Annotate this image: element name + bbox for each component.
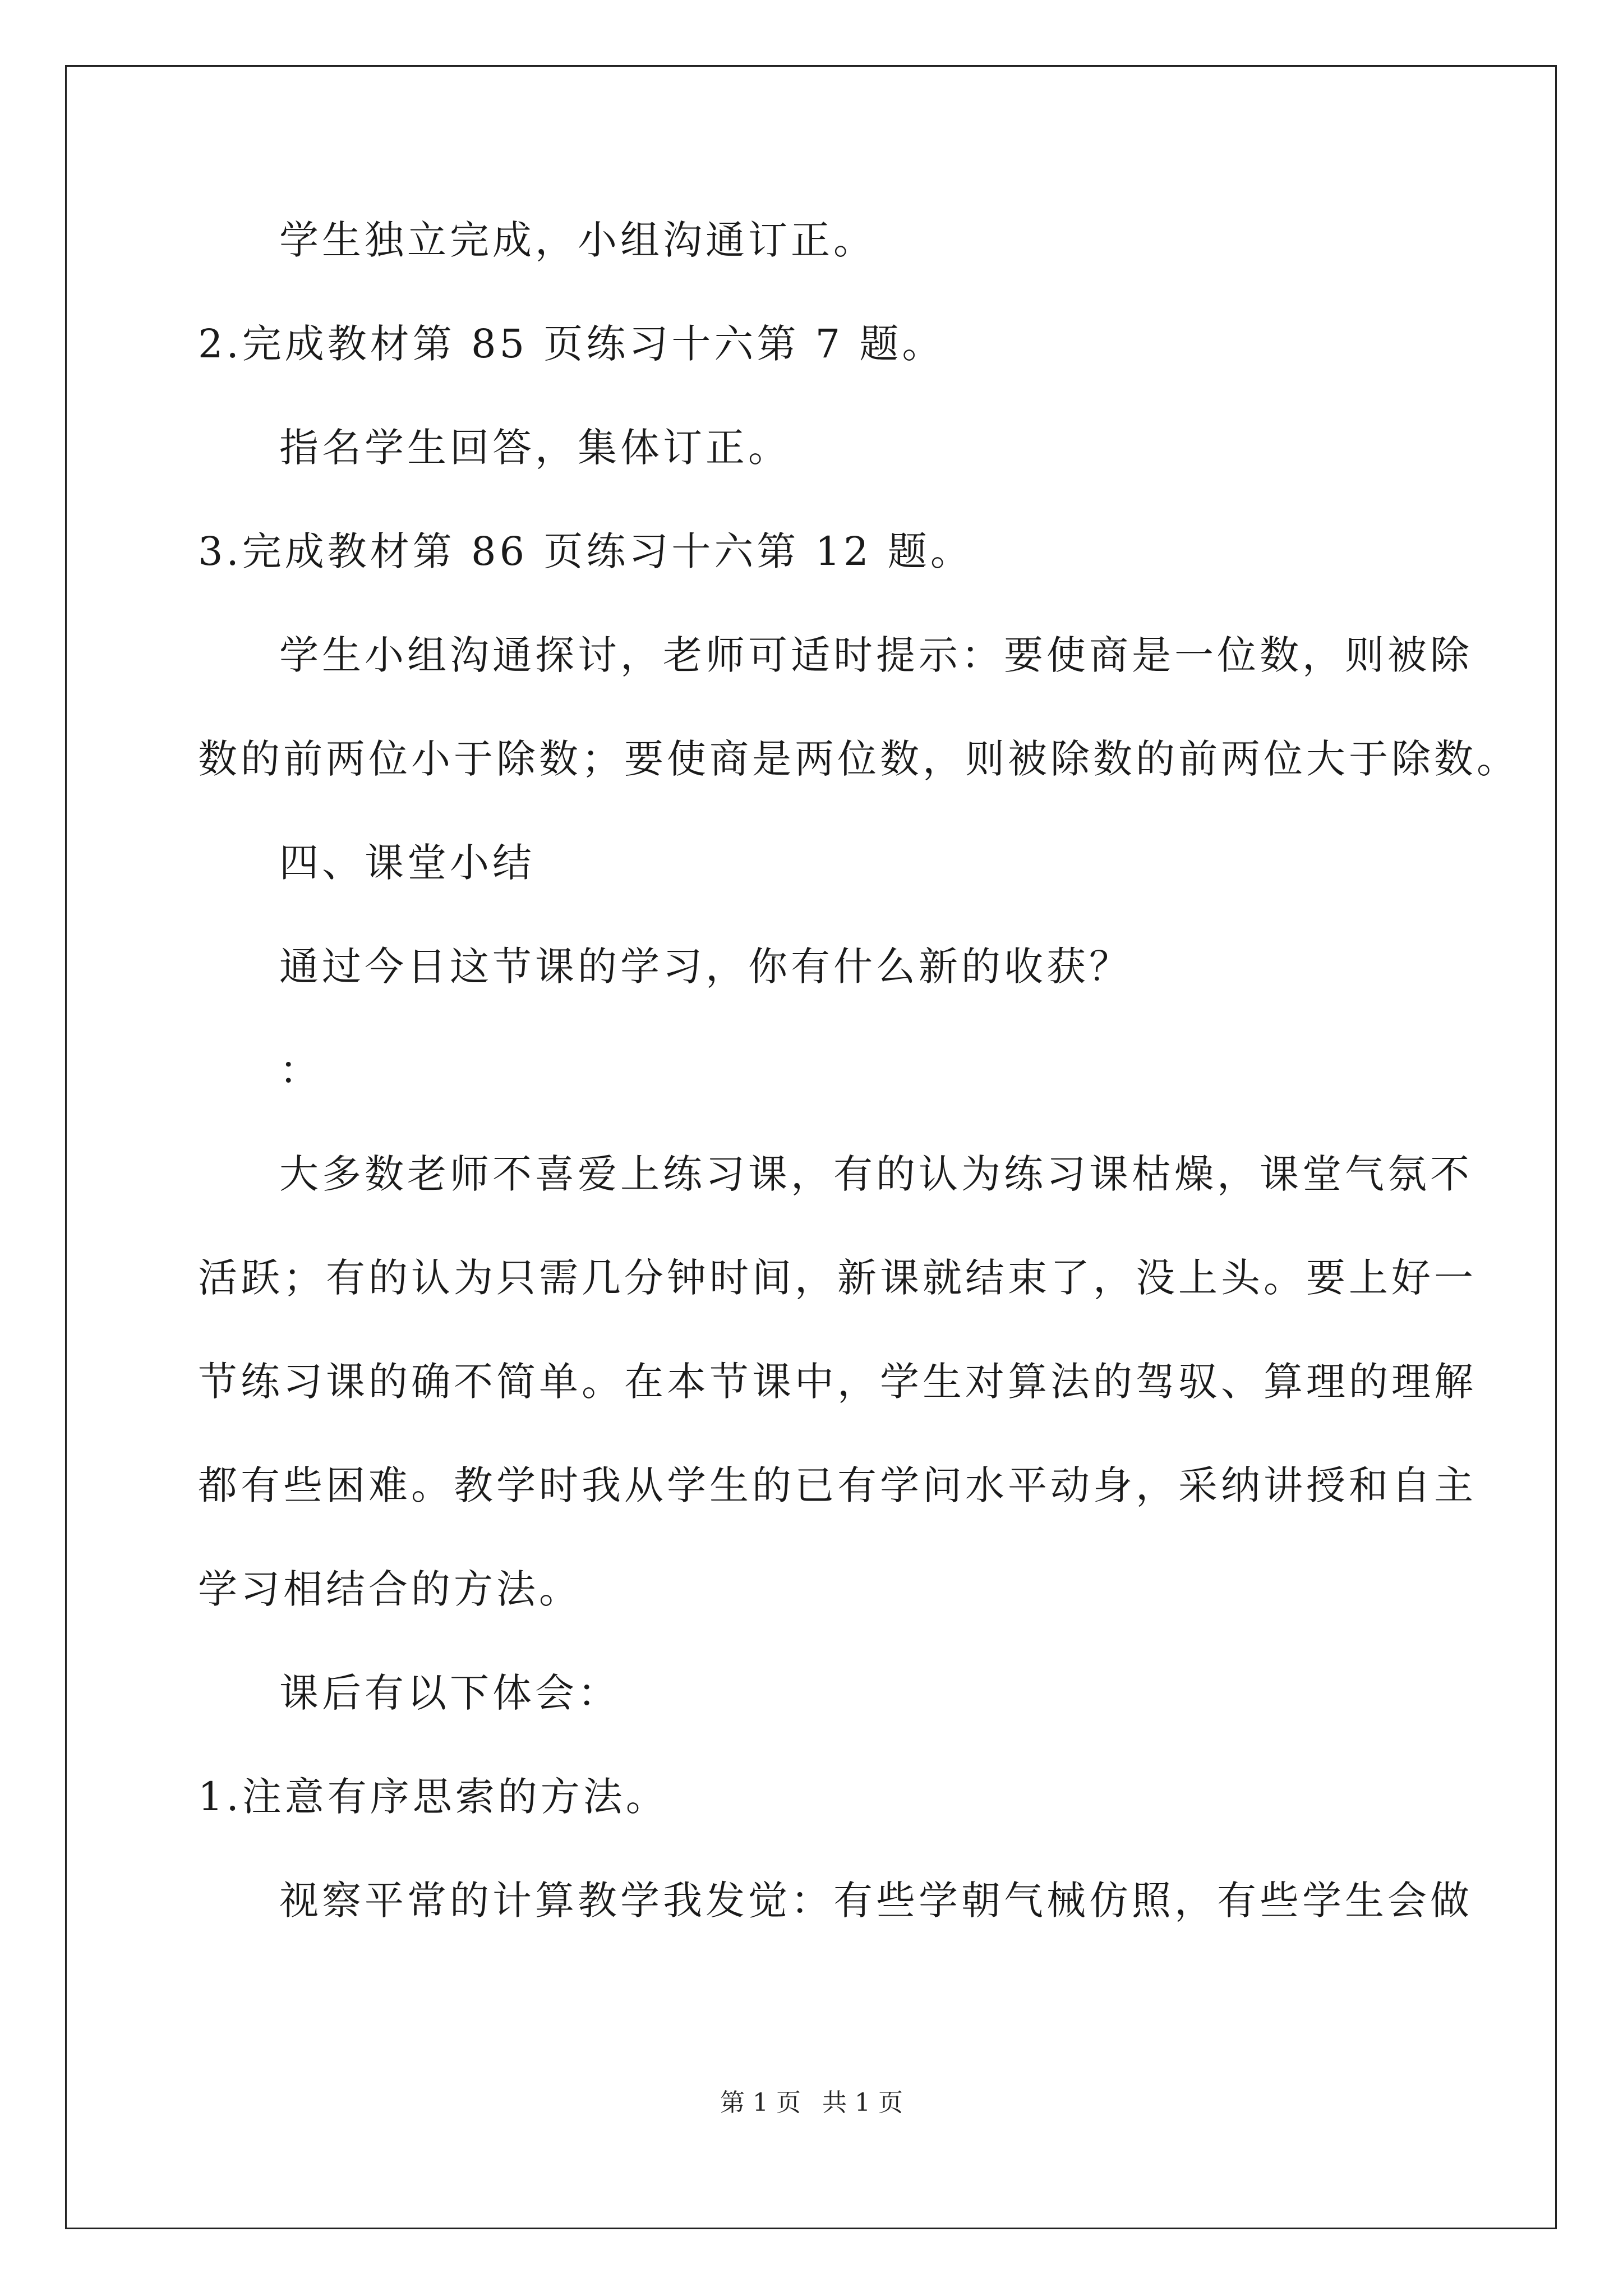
page-number: 第 1 页 xyxy=(720,2088,801,2117)
paragraph: 课后有以下体会： xyxy=(279,1670,620,1716)
paragraph: 活跃；有的认为只需几分钟时间，新课就结束了，没上头。要上好一 xyxy=(198,1255,1477,1301)
page-total: 共 1 页 xyxy=(822,2088,903,2117)
paragraph: 学生独立完成，小组沟通订正。 xyxy=(279,217,876,263)
paragraph: ： xyxy=(279,1047,322,1093)
paragraph: 学习相结合的方法。 xyxy=(198,1566,582,1612)
paragraph: 大多数老师不喜爱上练习课，有的认为练习课枯燥，课堂气氛不 xyxy=(279,1151,1473,1197)
paragraph: 学生小组沟通探讨，老师可适时提示：要使商是一位数，则被除 xyxy=(279,632,1473,678)
paragraph: 数的前两位小于除数；要使商是两位数，则被除数的前两位大于除数。 xyxy=(198,736,1519,782)
paragraph: 2.完成教材第 85 页练习十六第 7 题。 xyxy=(198,321,945,367)
paragraph: 视察平常的计算教学我发觉：有些学朝气械仿照，有些学生会做 xyxy=(279,1878,1473,1924)
paragraph: 通过今日这节课的学习，你有什么新的收获？ xyxy=(279,944,1132,990)
section-heading: 四、课堂小结 xyxy=(279,840,535,886)
paragraph: 都有些困难。教学时我从学生的已有学问水平动身，采纳讲授和自主 xyxy=(198,1462,1477,1508)
paragraph: 节练习课的确不简单。在本节课中，学生对算法的驾驭、算理的理解 xyxy=(198,1359,1477,1405)
page-footer xyxy=(0,2082,1623,2118)
paragraph: 指名学生回答，集体订正。 xyxy=(279,425,791,471)
paragraph: 1.注意有序思索的方法。 xyxy=(198,1774,668,1820)
paragraph: 3.完成教材第 86 页练习十六第 12 题。 xyxy=(198,528,973,574)
